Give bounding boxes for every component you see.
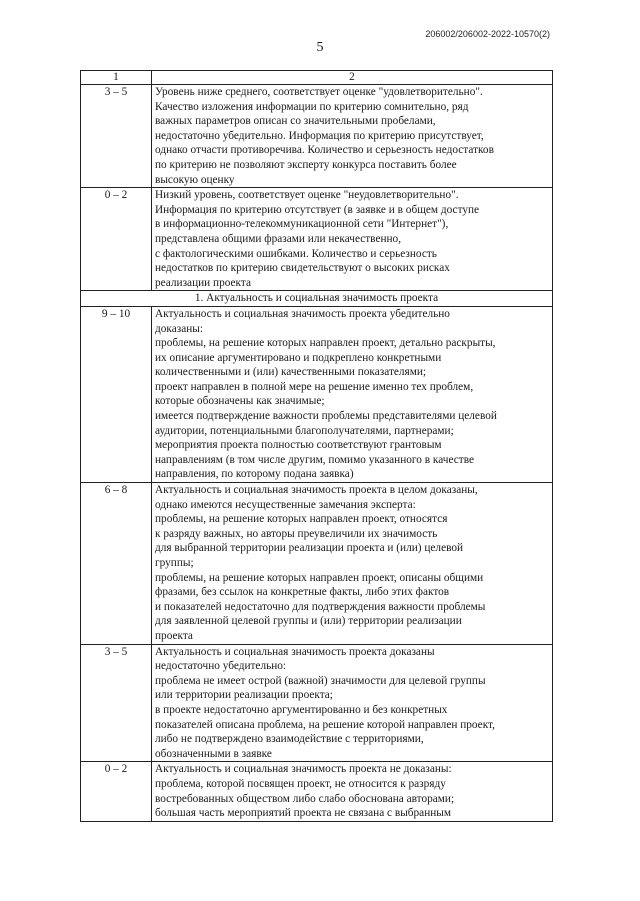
description-line: недостаточно убедительно. Информация по критерию присутствует, — [155, 129, 484, 142]
description-line: однако отчасти противоречива. Количество и серьезность недостатков — [155, 144, 494, 157]
description-line: реализации проекта — [155, 276, 251, 289]
description-line: Актуальность и социальная значимость проекта убедительно — [155, 307, 450, 320]
description-line: недостаточно убедительно: — [155, 660, 287, 673]
description-cell — [152, 644, 553, 762]
description-line: мероприятия проекта полностью соответствуют грантовым — [155, 439, 442, 452]
table-header-row — [81, 71, 553, 85]
description-line: показателей описана проблема, на решение которой направлен проект, — [155, 718, 495, 731]
description-line: Низкий уровень, соответствует оценке "неудовлетворительно". — [155, 189, 459, 202]
description-line: для заявленной целевой группы и (или) территории реализации — [155, 615, 462, 628]
section-row — [81, 291, 553, 307]
description-line: либо не подтверждено взаимодействие с территориями, — [155, 733, 424, 746]
description-line: которые обозначены как значимые; — [155, 395, 325, 408]
description-line: их описание аргументировано и подкреплено конкретными — [155, 351, 442, 364]
description-line: большая часть мероприятий проекта не связана с выбранным — [155, 807, 452, 820]
table-row — [81, 306, 553, 482]
description-line: востребованных обществом либо слабо обоснована авторами; — [155, 792, 455, 805]
description-line: количественными и (или) качественными показателями; — [155, 366, 427, 379]
description-line: проблема не имеет острой (важной) значимости для целевой группы — [155, 674, 486, 687]
score-cell: 6 – 8 — [81, 483, 152, 645]
description-line: к разряду важных, но авторы преувеличили их значимость — [155, 527, 438, 540]
table-row — [81, 483, 553, 645]
description-line: представлена общими фразами или некачественно, — [155, 232, 402, 245]
description-line: в проекте недостаточно аргументированно и без конкретных — [155, 703, 448, 716]
table-row — [81, 644, 553, 762]
description-cell — [152, 306, 553, 482]
table-row — [81, 188, 553, 291]
description-line: проблемы, на решение которых направлен проект, детально раскрыты, — [155, 337, 496, 350]
description-line: обозначенными в заявке — [155, 747, 272, 760]
description-line: направления, по которому подана заявка) — [155, 468, 354, 481]
description-line: по критерию не позволяют эксперту конкурса поставить более — [155, 158, 457, 171]
section-title: 1. Актуальность и социальная значимость проекта — [81, 291, 553, 307]
score-cell: 3 – 5 — [81, 644, 152, 762]
description-line: Качество изложения информации по критерию сомнительно, ряд — [155, 100, 469, 113]
description-line: и показателей недостаточно для подтверждения важности проблемы — [155, 600, 486, 613]
description-line: проблемы, на решение которых направлен проект, описаны общими — [155, 571, 484, 584]
column-header: 1 — [81, 71, 152, 85]
description-line: группы; — [155, 557, 194, 569]
score-cell: 0 – 2 — [81, 762, 152, 821]
description-line: высокую оценку — [155, 173, 235, 186]
table-row — [81, 762, 553, 821]
page-number: 5 — [316, 40, 324, 55]
description-line: Актуальность и социальная значимость проекта не доказаны: — [155, 763, 452, 776]
description-line: Информация по критерию отсутствует (в заявке и в общем доступе — [155, 203, 480, 216]
score-cell: 9 – 10 — [81, 306, 152, 482]
description-line: проект направлен в полной мере на решение именно тех проблем, — [155, 380, 474, 393]
description-line: в информационно-телекоммуникационной сети "Интернет"), — [155, 218, 449, 231]
table-row — [81, 85, 553, 188]
description-line: доказаны: — [155, 322, 203, 335]
score-cell: 0 – 2 — [81, 188, 152, 291]
description-line: Уровень ниже среднего, соответствует оценке "удовлетворительно". — [155, 86, 483, 98]
description-line: аудитории, потенциальными благополучателями, партнерами; — [155, 424, 454, 437]
description-line: с фактологическими ошибками. Количество и серьезность — [155, 247, 437, 260]
score-cell: 3 – 5 — [81, 85, 152, 188]
description-cell — [152, 762, 553, 821]
column-header: 2 — [152, 71, 553, 85]
description-line: важных параметров описан со значительными пробелами, — [155, 115, 436, 128]
description-line: Актуальность и социальная значимость проекта доказаны — [155, 645, 435, 658]
description-line: имеется подтверждение важности проблемы представителями целевой — [155, 410, 497, 423]
description-line: проблемы, на решение которых направлен проект, относятся — [155, 513, 448, 526]
description-line: фразами, без ссылок на конкретные факты, либо этих фактов — [155, 586, 450, 599]
description-line: проблема, которой посвящен проект, не относится к разряду — [155, 777, 446, 790]
description-line: проекта — [155, 629, 193, 642]
description-cell — [152, 483, 553, 645]
description-line: или территории реализации проекта; — [155, 689, 333, 702]
description-line: направлениям (в том числе другим, помимо указанного в качестве — [155, 453, 474, 466]
description-line: для выбранной территории реализации проекта и (или) целевой — [155, 542, 464, 555]
description-cell — [152, 85, 553, 188]
description-line: однако имеются несущественные замечания эксперта: — [155, 498, 416, 511]
description-cell — [152, 188, 553, 291]
criteria-table — [80, 70, 553, 822]
document-id: 206002/206002-2022-10570(2) — [425, 29, 550, 39]
description-line: недостатков по критерию свидетельствуют о высоких рисках — [155, 262, 450, 275]
description-line: Актуальность и социальная значимость проекта в целом доказаны, — [155, 484, 478, 497]
